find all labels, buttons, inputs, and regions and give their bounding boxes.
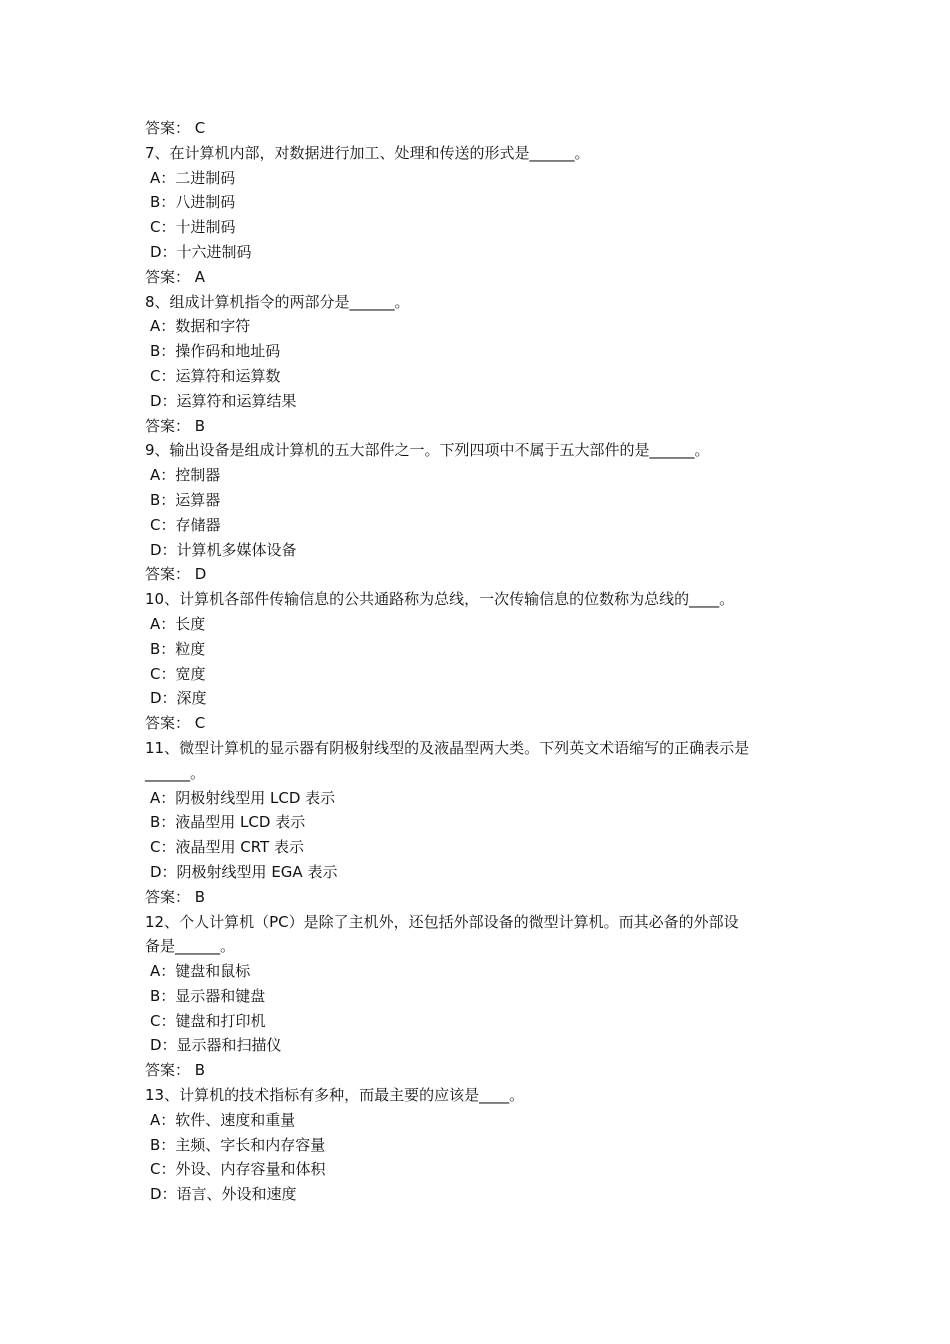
option-a: A：数据和字符	[150, 317, 251, 336]
option-a: A：控制器	[150, 466, 221, 485]
option-a: A：长度	[150, 614, 206, 633]
answer-line: 答案： C	[145, 714, 206, 733]
option-b: B：液晶型用 LCD 表示	[150, 813, 306, 832]
question-12-text-cont: 备是______。	[145, 937, 236, 956]
option-c: C：外设、内存容量和体积	[150, 1160, 326, 1179]
answer-line: 答案： B	[145, 416, 206, 435]
option-c: C：宽度	[150, 664, 206, 683]
answer-line: 答案： B	[145, 887, 206, 906]
document-page	[145, 116, 825, 1207]
option-d: D：阴极射线型用 EGA 表示	[150, 862, 338, 881]
option-b: B：主频、字长和内存容量	[150, 1135, 326, 1154]
answer-line: 答案： B	[145, 1061, 206, 1080]
question-11-text-cont: ______。	[145, 763, 206, 782]
answer-line: 答案： C	[145, 119, 206, 137]
option-b: B：八进制码	[150, 193, 236, 212]
option-d: D：十六进制码	[150, 242, 252, 261]
option-a: A：二进制码	[150, 168, 236, 187]
option-d: D：运算符和运算结果	[150, 391, 297, 410]
question-11-text: 11、微型计算机的显示器有阴极射线型的及液晶型两大类。下列英文术语缩写的正确表示是	[145, 738, 750, 757]
option-c: C：存储器	[150, 515, 221, 534]
option-a: A：键盘和鼠标	[150, 962, 251, 981]
answer-line: 答案： D	[145, 565, 207, 584]
option-c: C：键盘和打印机	[150, 1011, 266, 1030]
answer-line: 答案： A	[145, 267, 206, 286]
option-c: C：十进制码	[150, 218, 236, 237]
question-9-text: 9、输出设备是组成计算机的五大部件之一。下列四项中不属于五大部件的是______。	[145, 441, 710, 460]
question-7-text: 7、在计算机内部，对数据进行加工、处理和传送的形式是______。	[145, 143, 590, 162]
option-c: C：运算符和运算数	[150, 366, 281, 385]
option-d: D：显示器和扫描仪	[150, 1036, 282, 1055]
question-13-text: 13、计算机的技术指标有多种，而最主要的应该是____。	[145, 1086, 525, 1105]
option-d: D：语言、外设和速度	[150, 1185, 297, 1204]
question-8-text: 8、组成计算机指令的两部分是______。	[145, 292, 410, 311]
option-a: A：阴极射线型用 LCD 表示	[150, 788, 336, 807]
option-c: C：液晶型用 CRT 表示	[150, 838, 304, 857]
question-10-text: 10、计算机各部件传输信息的公共通路称为总线，一次传输信息的位数称为总线的____。	[145, 590, 735, 609]
option-b: B：运算器	[150, 490, 221, 509]
option-b: B：操作码和地址码	[150, 342, 281, 361]
option-d: D：计算机多媒体设备	[150, 540, 297, 559]
option-a: A：软件、速度和重量	[150, 1110, 296, 1129]
option-b: B：粒度	[150, 639, 206, 658]
option-d: D：深度	[150, 689, 207, 708]
option-b: B：显示器和键盘	[150, 986, 266, 1005]
question-12-text: 12、个人计算机（PC）是除了主机外，还包括外部设备的微型计算机。而其必备的外部设	[145, 912, 739, 931]
